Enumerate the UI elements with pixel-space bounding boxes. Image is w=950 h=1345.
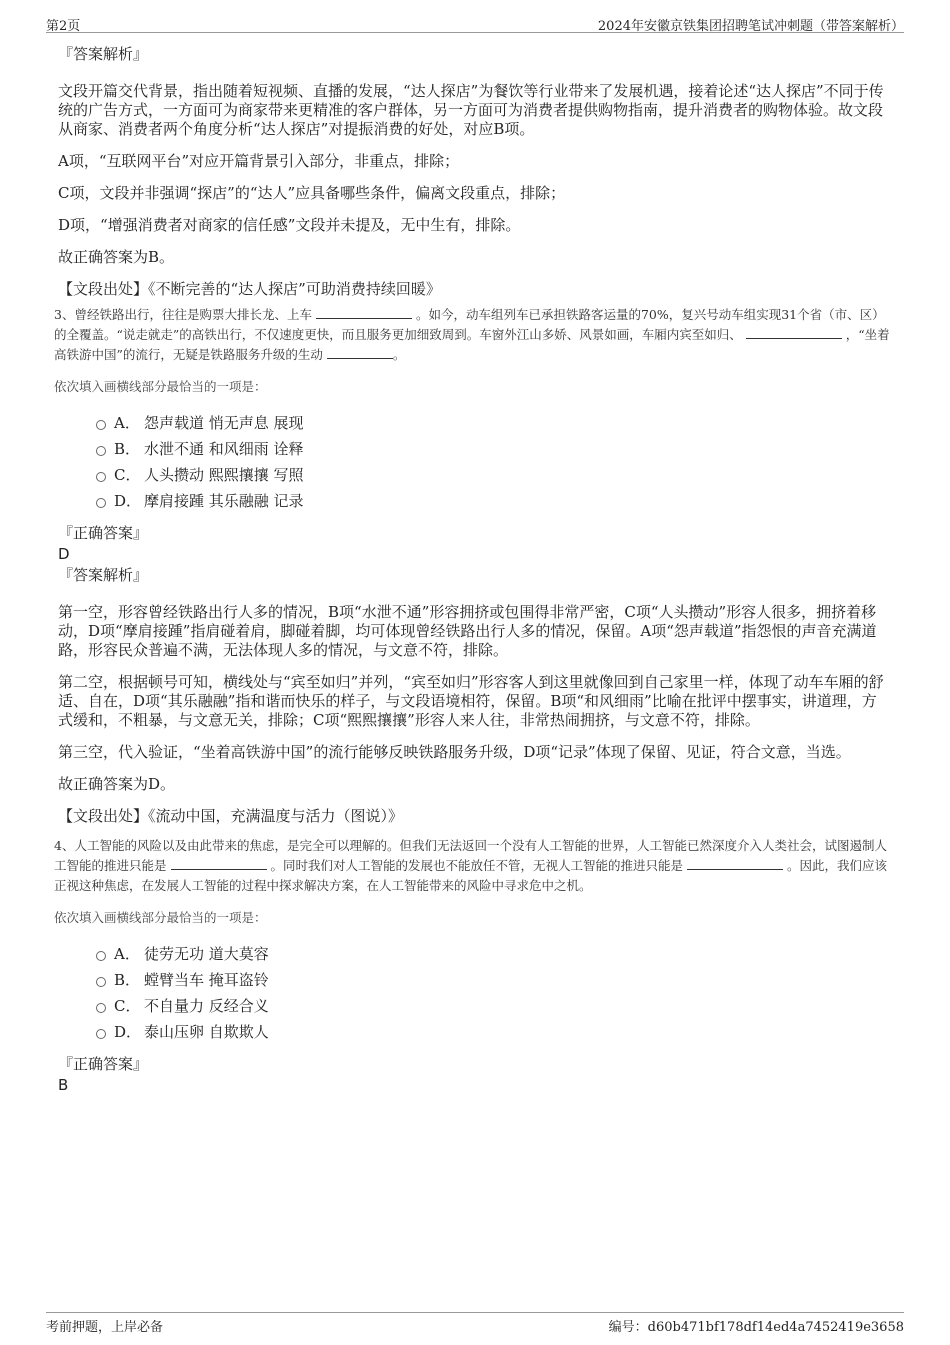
radio-icon[interactable] — [96, 977, 106, 987]
radio-icon[interactable] — [96, 472, 106, 482]
option-letter: C． — [114, 466, 141, 484]
analysis-label: 『答案解析』 — [58, 566, 149, 584]
option-text: 摩肩接踵 其乐融融 记录 — [144, 492, 304, 510]
analysis-paragraph: 第一空，形容曾经铁路出行人多的情况，B项“水泄不通”形容拥挤或包围得非常严密，C项“人头攒动”形容人很多，拥挤着移动，D项“摩肩接踵”指肩碰着肩，脚碰着脚，均可体现曾经铁路出行人多的情况，保留。A项“怨声载道”指怨恨的声音充满道路，形容民众普遍不满，无法体现人多的情况，与文意不符，排除。 — [58, 603, 877, 659]
fill-blank — [171, 857, 267, 870]
option-a[interactable] — [96, 944, 888, 970]
correct-answer-label: 『正确答案』 — [58, 1055, 149, 1073]
option-b[interactable] — [96, 439, 888, 465]
option-letter: B． — [114, 440, 141, 458]
page-footer — [46, 1312, 904, 1335]
analysis-paragraph: C项，文段并非强调“探店”的“达人”应具备哪些条件，偏离文段重点，排除； — [58, 184, 566, 202]
passage-source: 【文段出处】《流动中国，充满温度与活力（图说）》 — [58, 807, 404, 825]
question-text-segment: 4、人工智能的风险以及由此带来的焦虑，是完全可以理解的。但我们无法返回一个没有人工智能的世界，人工智能已然深度介入人类社会，试图遏制人工智能的推进只能是 — [54, 838, 887, 873]
option-b[interactable] — [96, 970, 888, 996]
option-c[interactable] — [96, 465, 888, 491]
passage-source: 【文段出处】《不断完善的“达人探店”可助消费持续回暖》 — [58, 280, 441, 298]
question-3-text — [54, 305, 892, 365]
page-header — [46, 14, 904, 33]
fill-blank — [316, 306, 412, 319]
question-text-segment: 。因此，我们应该正视这种焦虑，在发展人工智能的过程中探求解决方案，在人工智能带来的风险中寻求危中之机。 — [54, 858, 887, 893]
fill-blank — [746, 326, 842, 339]
radio-icon[interactable] — [96, 1029, 106, 1039]
question-prompt: 依次填入画横线部分最恰当的一项是： — [54, 379, 267, 394]
question-prompt: 依次填入画横线部分最恰当的一项是： — [54, 910, 267, 925]
document-title: 2024年安徽京铁集团招聘笔试冲刺题（带答案解析） — [597, 19, 904, 34]
question-text-segment: ，“坐着高铁游中国”的流行，无疑是铁路服务升级的生动 — [54, 327, 890, 362]
radio-icon[interactable] — [96, 1003, 106, 1013]
correct-answer-label: 『正确答案』 — [58, 524, 149, 542]
question-text-segment: 。同时我们对人工智能的发展也不能放任不管，无视人工智能的推进只能是 — [270, 858, 683, 873]
option-letter: B． — [114, 971, 141, 989]
option-letter: A． — [114, 414, 140, 432]
analysis-paragraph: 第二空，根据顿号可知，横线处与“宾至如归”并列，“宾至如归”形容客人到这里就像回到自己家里一样，体现了动车车厢的舒适、自在，D项“其乐融融”指和谐而快乐的样子，与文段语境相符，保留。B项“和风细雨”比喻在批评中摆事实，讲道理，方式缓和，不粗暴，与文意无关，排除；C项“熙熙攘攘”形容人来人往，非常热闹拥挤，与文意不符，排除。 — [58, 673, 884, 729]
analysis-paragraph: 故正确答案为D。 — [58, 775, 176, 793]
question-text-segment: 。 — [392, 347, 406, 362]
question-3-options — [96, 413, 888, 517]
analysis-paragraph: D项，“增强消费者对商家的信任感”文段并未提及，无中生有，排除。 — [58, 216, 521, 234]
radio-icon[interactable] — [96, 951, 106, 961]
document-id: 编号：d60b471bf178df14ed4a7452419e3658 — [608, 1320, 904, 1335]
page-number: 第2页 — [46, 19, 81, 34]
option-c[interactable] — [96, 996, 888, 1022]
analysis-label: 『答案解析』 — [58, 45, 149, 63]
analysis-paragraph: 故正确答案为B。 — [58, 248, 175, 266]
correct-answer: D — [58, 545, 70, 563]
analysis-paragraph: 第三空，代入验证，“坐着高铁游中国”的流行能够反映铁路服务升级，D项“记录”体现了保留、见证，符合文意，当选。 — [58, 743, 851, 761]
option-text: 徒劳无功 道大莫容 — [144, 945, 269, 963]
analysis-paragraph: 文段开篇交代背景，指出随着短视频、直播的发展，“达人探店”为餐饮等行业带来了发展机遇，接着论述“达人探店”不同于传统的广告方式，一方面可为商家带来更精准的客户群体，另一方面可为消费者提供购物指南，提升消费者的购物体验。故文段从商家、消费者两个角度分析“达人探店”对提振消费的好处，对应B项。 — [58, 82, 884, 138]
option-letter: D． — [114, 492, 142, 510]
option-d[interactable] — [96, 1022, 888, 1048]
option-letter: D． — [114, 1023, 142, 1041]
option-text: 人头攒动 熙熙攘攘 写照 — [144, 466, 304, 484]
option-text: 怨声载道 悄无声息 展现 — [144, 414, 304, 432]
radio-icon[interactable] — [96, 498, 106, 508]
option-letter: C． — [114, 997, 141, 1015]
correct-answer: B — [58, 1076, 69, 1094]
footer-slogan: 考前押题，上岸必备 — [46, 1320, 164, 1335]
radio-icon[interactable] — [96, 420, 106, 430]
question-text-segment: 。如今，动车组列车已承担铁路客运量的70%，复兴号动车组实现31个省（市、区）的全覆盖。“说走就走”的高铁出行，不仅速度更快，而且服务更加细致周到。车窗外江山多娇、风景如画，车厢内宾至如归、 — [54, 307, 885, 342]
question-text-segment: 3、曾经铁路出行，往往是购票大排长龙、上车 — [54, 307, 312, 322]
fill-blank — [687, 857, 783, 870]
radio-icon[interactable] — [96, 446, 106, 456]
option-d[interactable] — [96, 491, 888, 517]
question-4-text — [54, 836, 892, 896]
option-text: 螳臂当车 掩耳盗铃 — [144, 971, 269, 989]
question-4-options — [96, 944, 888, 1048]
page-content — [54, 44, 890, 1096]
analysis-paragraph: A项，“互联网平台”对应开篇背景引入部分，非重点，排除； — [58, 152, 460, 170]
fill-blank — [327, 346, 393, 359]
option-letter: A． — [114, 945, 140, 963]
option-a[interactable] — [96, 413, 888, 439]
option-text: 泰山压卵 自欺欺人 — [144, 1023, 269, 1041]
option-text: 水泄不通 和风细雨 诠释 — [144, 440, 304, 458]
option-text: 不自量力 反经合义 — [144, 997, 269, 1015]
